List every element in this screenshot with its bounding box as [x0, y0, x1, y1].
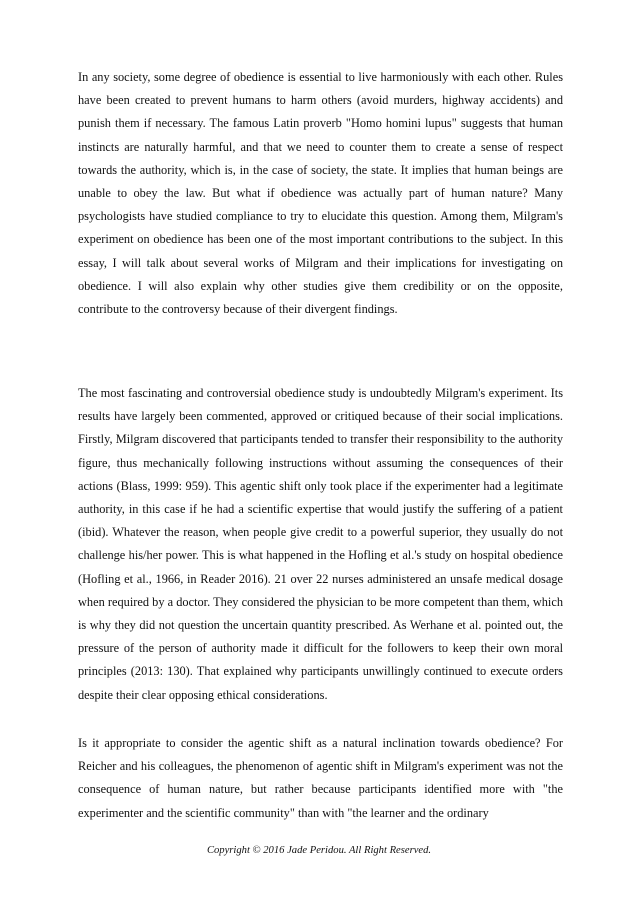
paragraph-agentic-shift: Is it appropriate to consider the agentic shift as a natural inclination towards obedience? For Reicher and his colleagues, the phenomenon of agentic shift in Milgram's experiment was not the consequence of human nature, but rather because participants identified more with "the experimenter and the scientific community" than with "the learner and the ordinary — [78, 736, 563, 820]
copyright-footer: Copyright © 2016 Jade Peridou. All Right Reserved. — [206, 845, 432, 856]
paragraph-milgram-experiment: The most fascinating and controversial obedience study is undoubtedly Milgram's experiment. Its results have largely been commented, approved or critiqued because of their social implications. Firstly, Milgram discovered that participants tended to transfer their responsibility to the authority figure, thus mechanically following instructions without assuming the consequences of their actions (Blass, 1999: 959). This agentic shift only took place if the experimenter had a legitimate authority, in this case if he had a scientific expertise that would justify the suffering of a patient (ibid). Whatever the reason, when people give credit to a powerful superior, they usually do not challenge his/her power. This is what happened in the Hofling et al.'s study on hospital obedience (Hofling et al., 1966, in Reader 2016). 21 over 22 nurses administered an unsafe medical dosage when required by a doctor. They considered the physician to be more competent than them, which is why they did not question the uncertain quantity prescribed. As Werhane et al. pointed out, the pressure of the person of authority made it difficult for the followers to keep their own moral principles (2013: 130). That explained why participants unwillingly continued to execute orders despite their clear opposing ethical considerations. — [78, 386, 563, 702]
paragraph-introduction: In any society, some degree of obedience is essential to live harmoniously with each other. Rules have been created to prevent humans to harm others (avoid murders, highway accidents) and punish them if necessary. The famous Latin proverb "Homo homini lupus" suggests that human instincts are naturally harmful, and that we need to counter them to create a sense of respect towards the authority, which is, in the case of society, the state. It implies that human beings are unable to obey the law. But what if obedience was actually part of human nature? Many psychologists have studied compliance to try to elucidate this question. Among them, Milgram's experiment on obedience has been one of the most important contributions to the subject. In this essay, I will talk about several works of Milgram and their implications for investigating on obedience. I will also explain why other studies give them credibility or on the opposite, contribute to the controversy because of their divergent findings. — [78, 70, 563, 317]
